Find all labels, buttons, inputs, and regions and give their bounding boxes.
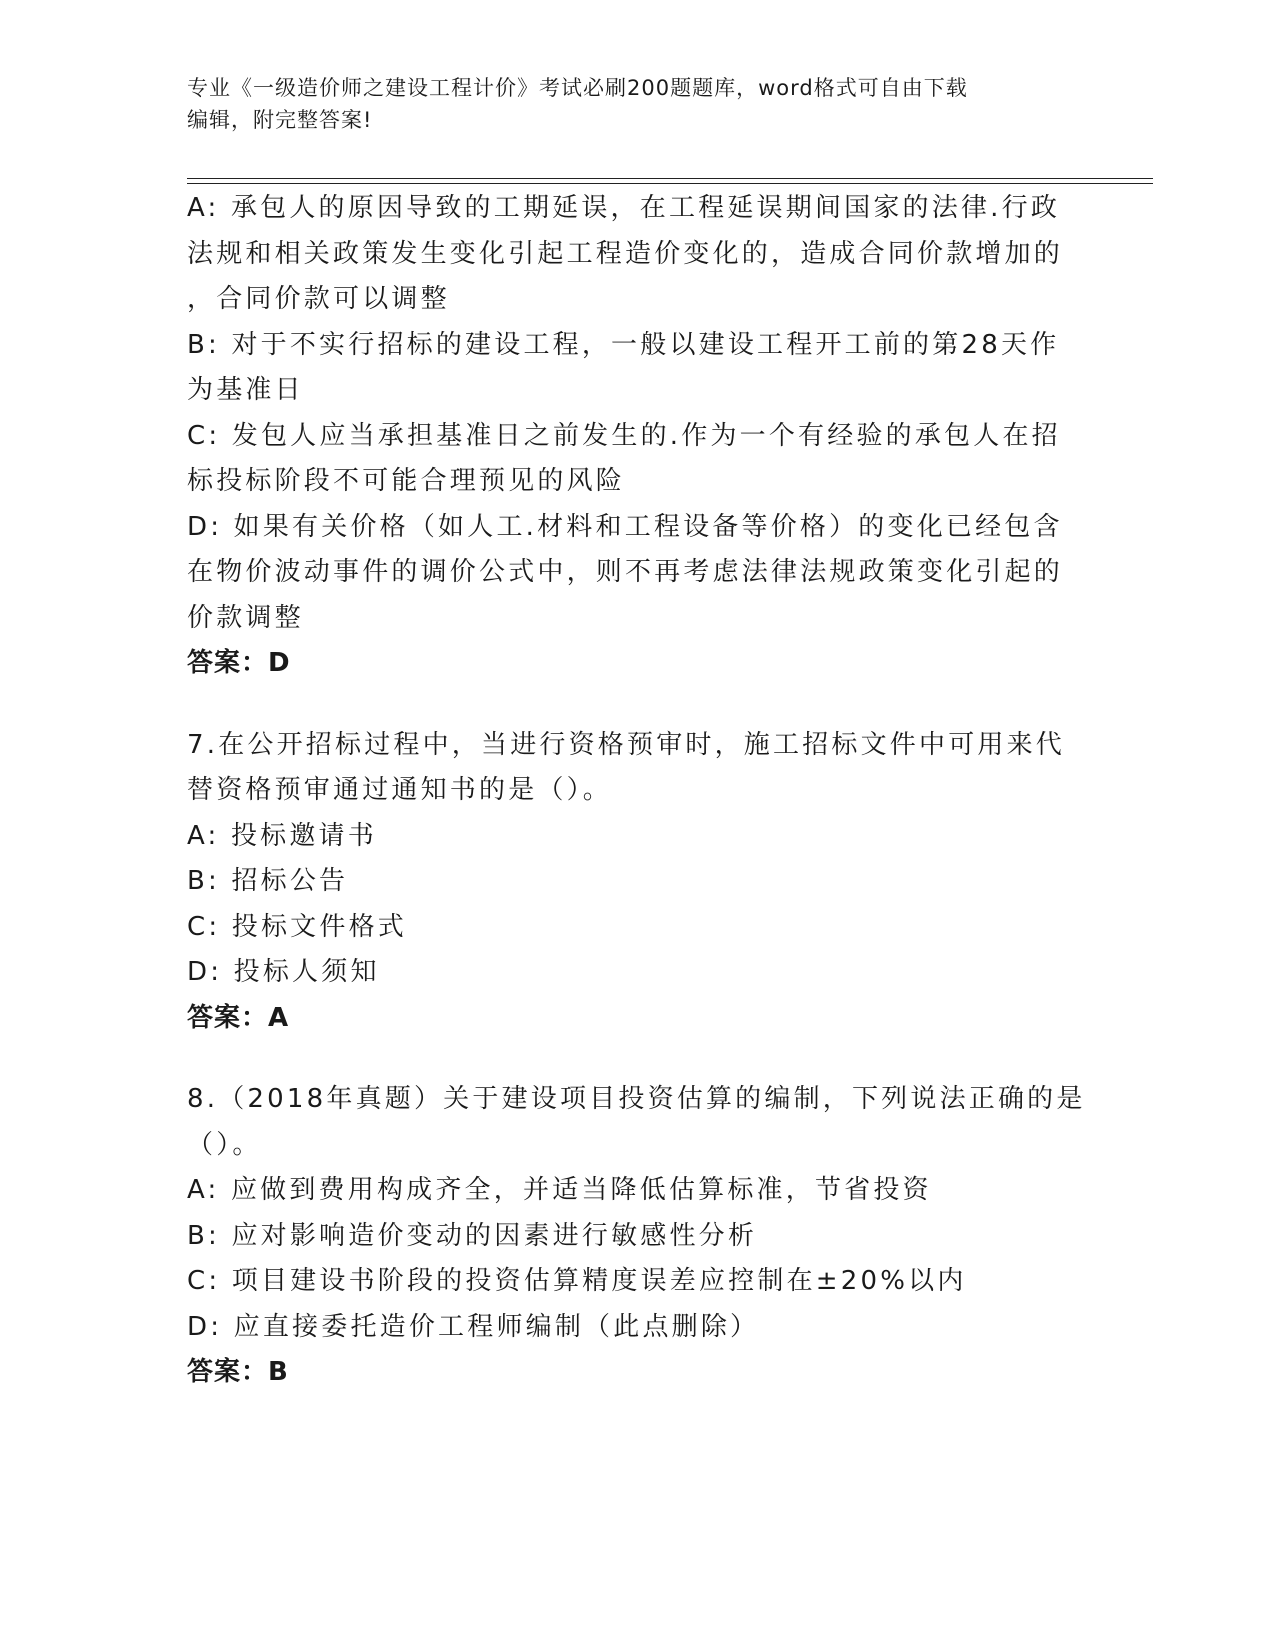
q6-option-c-line-1: C: 发包人应当承担基准日之前发生的.作为一个有经验的承包人在招 <box>187 420 1061 451</box>
q7-answer: 答案：A <box>187 1002 290 1033</box>
q6-option-d-line-3: 价款调整 <box>187 602 304 633</box>
q6-option-b-line-1: B: 对于不实行招标的建设工程，一般以建设工程开工前的第28天作 <box>187 329 1060 360</box>
q6-option-a-line-2: 法规和相关政策发生变化引起工程造价变化的，造成合同价款增加的 <box>187 238 1064 269</box>
q7-option-a: A: 投标邀请书 <box>187 820 377 851</box>
spacer <box>187 687 1087 723</box>
q8-option-c: C: 项目建设书阶段的投资估算精度误差应控制在±20%以内 <box>187 1266 967 1296</box>
q6-option-d-line-1: D: 如果有关价格（如人工.材料和工程设备等价格）的变化已经包含 <box>187 511 1063 542</box>
q8-answer: 答案：B <box>187 1357 289 1387</box>
page-header <box>187 72 1087 136</box>
q8-option-d: D: 应直接委托造价工程师编制（此点删除） <box>187 1311 760 1342</box>
document-body <box>187 186 1087 1396</box>
header-divider-bottom <box>187 183 1153 184</box>
q8-stem-line-2: （）。 <box>187 1129 262 1160</box>
q8-option-a: A: 应做到费用构成齐全，并适当降低估算标准，节省投资 <box>187 1175 932 1205</box>
q6-option-a-line-3: ，合同价款可以调整 <box>187 284 450 314</box>
q6-option-c-line-2: 标投标阶段不可能合理预见的风险 <box>187 466 626 496</box>
q7-option-c: C: 投标文件格式 <box>187 911 407 942</box>
header-title-line-1: 专业《一级造价师之建设工程计价》考试必刷200题题库，word格式可自由下载 <box>187 76 968 100</box>
q7-option-d: D: 投标人须知 <box>187 957 380 987</box>
question-8-block <box>187 1077 1087 1396</box>
q8-stem-line-1: 8.（2018年真题）关于建设项目投资估算的编制，下列说法正确的是 <box>187 1084 1086 1114</box>
q6-answer: 答案：D <box>187 648 291 678</box>
header-divider-top <box>187 178 1153 179</box>
question-6-block <box>187 186 1087 687</box>
header-title-line-2: 编辑，附完整答案! <box>187 108 373 132</box>
q6-option-b-line-2: 为基准日 <box>187 375 304 405</box>
question-7-block <box>187 723 1087 1042</box>
q6-option-d-line-2: 在物价波动事件的调价公式中，则不再考虑法律法规政策变化引起的 <box>187 557 1064 587</box>
q7-stem-line-2: 替资格预审通过通知书的是（）。 <box>187 775 613 805</box>
q8-option-b: B: 应对影响造价变动的因素进行敏感性分析 <box>187 1220 758 1251</box>
q7-option-b: B: 招标公告 <box>187 866 349 896</box>
q7-stem-line-1: 7.在公开招标过程中，当进行资格预审时，施工招标文件中可用来代 <box>187 729 1066 760</box>
q6-option-a-line-1: A: 承包人的原因导致的工期延误，在工程延误期间国家的法律.行政 <box>187 193 1061 223</box>
spacer <box>187 1041 1087 1077</box>
